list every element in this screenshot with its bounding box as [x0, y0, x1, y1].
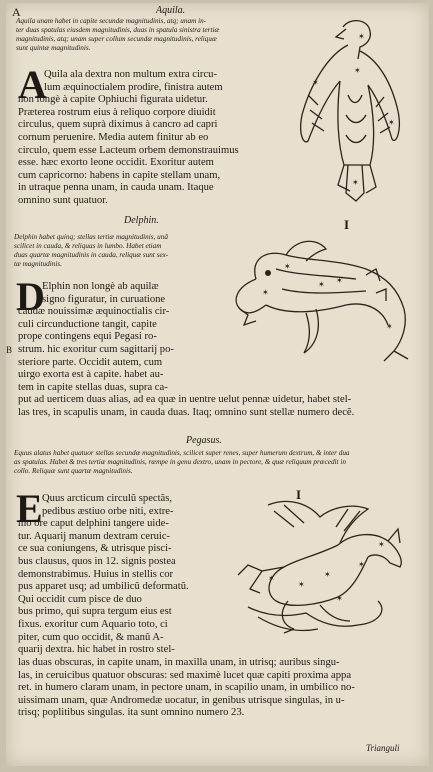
svg-text:✶: ✶ — [336, 276, 343, 285]
svg-text:✶: ✶ — [388, 118, 395, 127]
aquila-note-line: Aquila unam habet in capite secundæ magnitudinis, atq; unam in- — [16, 17, 207, 25]
aquila-line: omnino sunt quatuor. — [18, 194, 108, 206]
pegasus-note — [14, 449, 424, 476]
svg-text:✶: ✶ — [268, 574, 275, 583]
delphin-line: uirgo exorta est à capite. habet au- — [18, 369, 164, 381]
pegasus-line: bus clausus, quos in 12. signis postea — [18, 555, 176, 567]
delphin-line: caudæ nouissimæ æquinoctialis cir- — [18, 306, 170, 318]
delphin-note-line: duas quartæ magnitudinis in cauda, reliquæ sunt sex- — [14, 251, 169, 259]
pegasus-drop-cap: E — [16, 486, 43, 531]
delphin-line: strum. hic exoritur cum sagittarij po- — [18, 343, 174, 355]
delphin-line: steriore parte. Occidit autem, cum — [18, 356, 163, 368]
pegasus-line: trisq; poplitibus singulas. ita sunt omnino numero 23. — [18, 707, 245, 719]
pegasus-plate-mark: I — [296, 487, 302, 502]
pegasus-line: pus apparet usq; ad umbilicũ deformatũ. — [18, 581, 189, 593]
aquila-line: cum capricorno: habens in capite stellam unam, — [18, 169, 221, 181]
delphin-note-line: tæ magnitudinis. — [14, 260, 62, 268]
pegasus-line: piter, cum quo occidit, & manũ A- — [18, 631, 164, 643]
svg-text:✶: ✶ — [386, 322, 393, 331]
pegasus-note-line: as spatulas. Habet & tres tertiæ magnitudinis, ræmpe in genu dextro, unam in pectore, & quæ reliquum præcedit in — [14, 458, 346, 466]
aquila-line: non longè à capite Ophiuchi figurata uidetur. — [18, 94, 208, 106]
delphin-line: Elphin non longè ab aquilæ — [42, 281, 159, 292]
aquila-note-line: ter duas spatulas eiusdem magnitudinis, duas in spatula sinistra tertiæ — [16, 26, 220, 34]
pegasus-line: fixus. exoritur cum Aquario toto, ci — [18, 618, 168, 630]
aquila-drop-cap: A — [18, 62, 47, 107]
aquila-line: circulus, quem suprà diximus à cancro ad capri — [18, 119, 218, 131]
delphin-line: culi circunductione tangit, capite — [18, 318, 157, 330]
pegasus-line: pedibus æstiuo orbe niti, extre- — [42, 505, 174, 517]
svg-text:✶: ✶ — [284, 262, 291, 271]
delphin-line: signo figuratur, in curuatione — [42, 293, 166, 305]
pegasus-line: ret. in humero claram unam, in pectore unam, in scapilio unam, in umbilico no- — [18, 682, 355, 694]
pegasus-line: las duas obscuras, in capite unam, in maxilla unam, in utrisq; auribus singu- — [18, 657, 340, 668]
delphin-body-full — [18, 394, 423, 419]
aquila-title: Aquila. — [156, 5, 186, 16]
book-page — [6, 3, 429, 766]
pegasus-line: demonstrabimus. Huius in stellis cor — [18, 568, 174, 580]
aquila-line: cornum peruenire. Media autem finitur ab eo — [18, 131, 209, 143]
pegasus-line: quarij dextra. hic habet in rostro stel- — [18, 644, 175, 656]
delphin-line: tem in capite stellas duas, supra ca- — [18, 381, 168, 393]
delphin-note — [14, 233, 234, 269]
aquila-note-line: sunt quintæ magnitudinis. — [16, 44, 91, 52]
pegasus-line: bus primo, qui supra tergum eius est — [18, 606, 172, 618]
svg-text:✶: ✶ — [336, 594, 343, 603]
aquila-note — [16, 17, 281, 53]
delphin-title: Delphin. — [124, 215, 159, 226]
aquila-note-line: magnitudinis, atq; unam super collum secundæ magnitudinis, reliquæ — [16, 35, 217, 43]
delphin-line: put ad uerticem duas alias, ad ea quæ in uentre uelut pennæ uidetur, habet stel- — [18, 394, 352, 405]
aquila-line: esse. hæc exorto leone occidit. Exoritur autem — [18, 157, 214, 169]
delphin-note-line: scilicet in cauda, & reliquas in lumbo. Habet etiam — [14, 242, 162, 250]
pegasus-note-line: Equus alatus habet quatuor stellas secundæ magnitudinis, scilicet super renes, super humerum dextrum, & inter dua — [14, 449, 350, 457]
svg-text:✶: ✶ — [352, 178, 359, 187]
pegasus-line: mo ore caput delphini tangere uide- — [18, 518, 169, 530]
corner-mark: A — [12, 5, 21, 19]
delphin-line: prope contingens equi Pegasi ro- — [18, 331, 157, 343]
catchword: Trianguli — [366, 743, 400, 753]
dolphin-illustration — [226, 229, 426, 365]
pegasus-title: Pegasus. — [186, 435, 222, 446]
pegasus-note-line: collo. Reliquæ sunt quartæ magnitudinis. — [14, 467, 133, 475]
svg-text:✶: ✶ — [358, 560, 365, 569]
pegasus-line: Quus arcticum circulũ spectãs, — [42, 493, 173, 504]
svg-text:✶: ✶ — [378, 540, 385, 549]
eagle-illustration — [288, 15, 418, 205]
delphin-line: las tres, in scapulis unam, in cauda duas. Itaq; omnino sunt stellæ numero decẽ. — [18, 406, 355, 418]
svg-text:✶: ✶ — [262, 288, 269, 297]
delphin-body — [18, 281, 232, 394]
pegasus-line: Qui occidit cum pisce de duo — [18, 593, 142, 605]
aquila-line: Præterea rostrum eius à reliquo corpore diuidit — [18, 106, 216, 118]
svg-text:✶: ✶ — [324, 570, 331, 579]
svg-text:✶: ✶ — [318, 280, 325, 289]
svg-text:✶: ✶ — [312, 78, 319, 87]
pegasus-line: tur. Aquarij manum dextram ceruic- — [18, 530, 171, 542]
pegasus-body — [18, 493, 242, 657]
pegasus-line: uissimam unam, quæ Andromedæ uocatur, in genibus utrisque singulas, in u- — [18, 694, 345, 706]
pegasus-line: las, in ceruicibus quatuor obscuras: sed maximè lucet quæ capiti proxima appa — [18, 669, 352, 681]
delphin-note-line: Delphin habet quinq; stellas tertiæ magnitudinis, unã — [14, 233, 168, 241]
pegasus-illustration — [228, 497, 424, 637]
aquila-body — [18, 69, 284, 208]
margin-letter: B — [6, 345, 13, 355]
delphin-plate-mark: I — [344, 217, 350, 232]
aquila-line: circulo, quem esse Lacteum orbem demonstrauimus — [18, 144, 239, 156]
pegasus-body-full — [18, 657, 423, 720]
aquila-line: Quila ala dextra non multum extra circu- — [44, 69, 217, 80]
delphin-drop-cap: D — [16, 274, 45, 319]
svg-text:✶: ✶ — [358, 32, 365, 41]
svg-text:✶: ✶ — [354, 66, 361, 75]
svg-text:✶: ✶ — [298, 580, 305, 589]
pegasus-line: ce sua coniungens, & utrisque pisci- — [18, 543, 172, 555]
aquila-line: lum æquinoctialem prodire, finistra autem — [44, 81, 223, 93]
aquila-line: in utraque penna unam, in cauda unam. Itaque — [18, 182, 214, 194]
